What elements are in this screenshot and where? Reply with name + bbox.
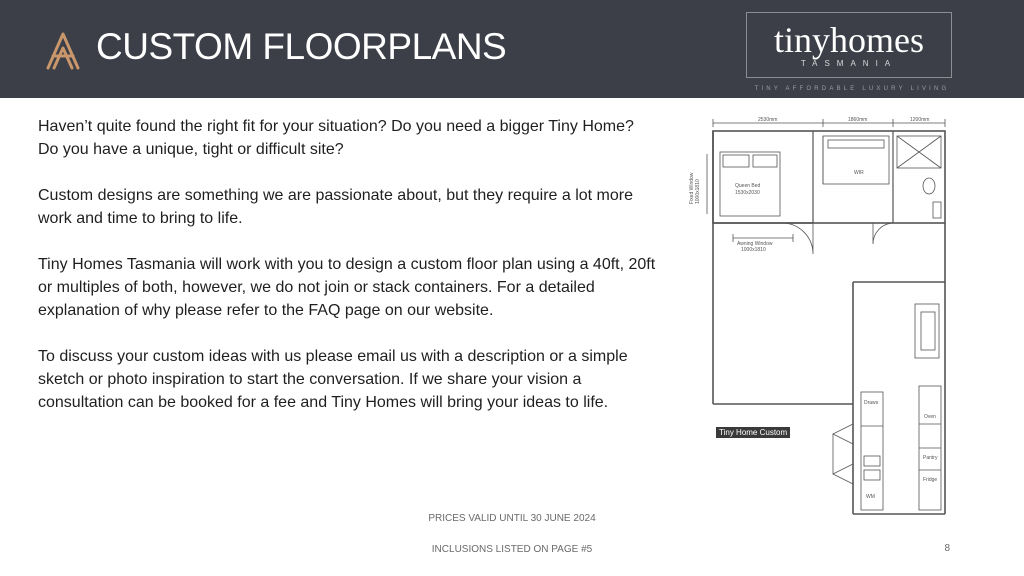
- company-logo: [746, 12, 952, 78]
- pantry-label: Pantry: [923, 455, 938, 461]
- wm-label: WM: [866, 494, 875, 500]
- paragraph-containers: Tiny Homes Tasmania will work with you to design a custom floor plan using a 40ft, 20ft or multiples of both, however, we do not join or stack containers. For a detailed explanation of why please refer to the FAQ page on our website.: [38, 256, 656, 319]
- awning-size: 1000x1810: [741, 247, 766, 253]
- body-content: [38, 115, 658, 437]
- oven-label: Oven: [924, 414, 936, 420]
- page-number: 8: [944, 543, 950, 554]
- dim-label-2: 1860mm: [848, 117, 868, 123]
- page-title: CUSTOM FLOORPLANS: [96, 26, 507, 67]
- paragraph-contact: To discuss your custom ideas with us please email us with a description or a simple sketch or photo inspiration to start the conversation. If we share your vision a consultation can be booked for a fee and Tiny Homes will bring your ideas to life.: [38, 348, 628, 411]
- awning-label: Awning Window: [737, 241, 773, 247]
- bed-size: 1530x2030: [735, 190, 760, 196]
- logo-tagline: TINY AFFORDABLE LUXURY LIVING: [754, 86, 950, 92]
- footer-inclusions-note: INCLUSIONS LISTED ON PAGE #5: [431, 544, 593, 555]
- floorplan-caption: Tiny Home Custom: [716, 427, 790, 438]
- wir-label: WIR: [854, 170, 864, 176]
- header-bar: [0, 0, 1024, 98]
- dim-label-3: 1200mm: [910, 117, 930, 123]
- dim-label-1: 2530mm: [758, 117, 778, 123]
- fixed-window-size: 1000x1810: [695, 179, 701, 204]
- footer-prices-note: PRICES VALID UNTIL 30 JUNE 2024: [428, 513, 596, 524]
- paragraph-intro: Haven’t quite found the right fit for your situation? Do you need a bigger Tiny Home? Do you have a unique, tight or difficult site?: [38, 118, 634, 158]
- logo-wordmark: tinyhomes: [774, 20, 924, 60]
- a-frame-house-icon: [44, 30, 82, 70]
- paragraph-passion: Custom designs are something we are passionate about, but they require a lot more work and time to bring to life.: [38, 187, 633, 227]
- floorplan-drawing: [683, 114, 963, 519]
- logo-subtitle: TASMANIA: [800, 59, 898, 68]
- bed-label: Queen Bed: [735, 183, 761, 189]
- draws-label: Draws: [864, 400, 879, 406]
- fridge-label: Fridge: [923, 477, 938, 483]
- fixed-window-label: Fixed Window: [689, 172, 695, 204]
